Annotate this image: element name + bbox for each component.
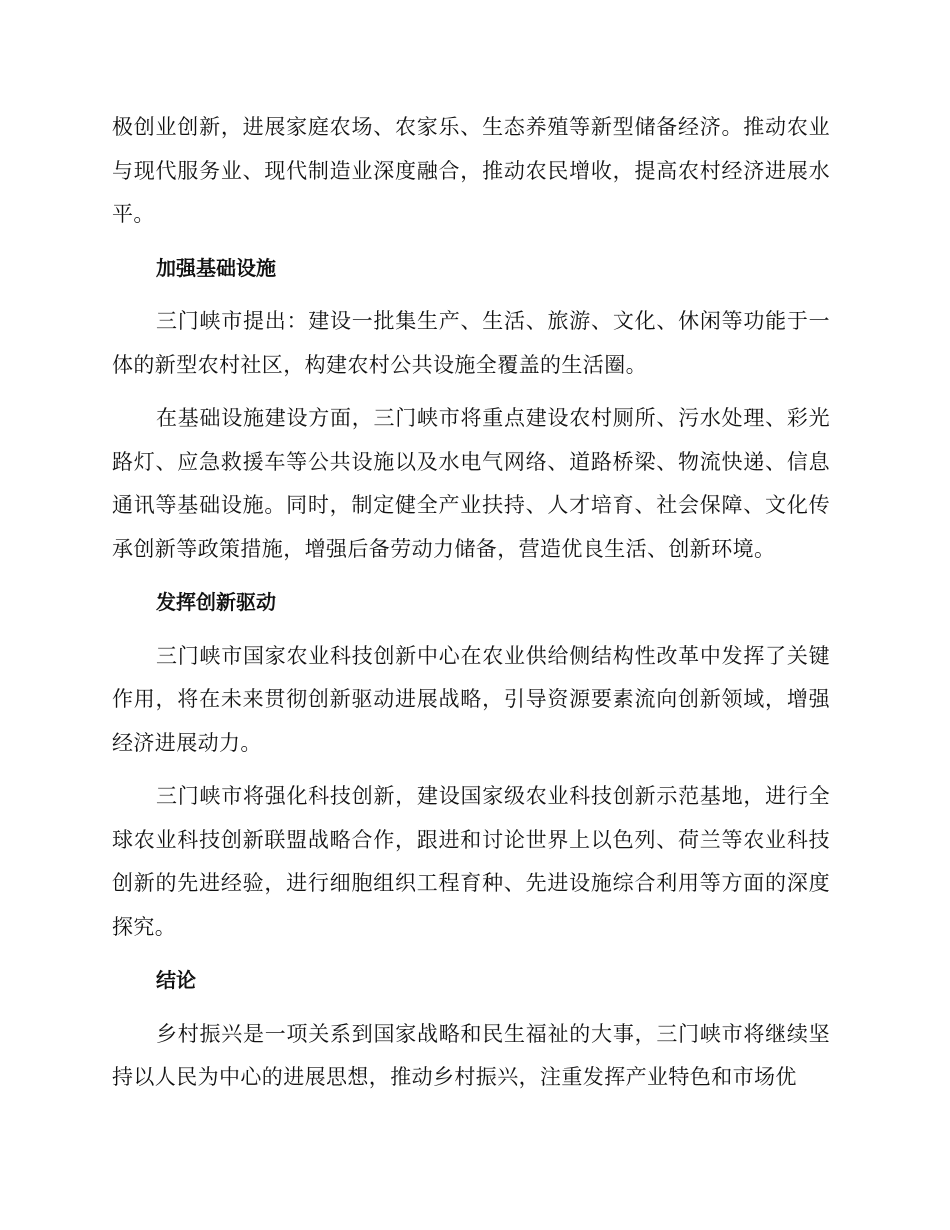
paragraph-continued: 极创业创新，进展家庭农场、农家乐、生态养殖等新型储备经济。推动农业与现代服务业、现代制造业深度融合，推动农民增收，提高农村经济进展水平。: [112, 115, 830, 226]
section-heading-conclusion: 结论: [156, 968, 196, 992]
section-heading-innovation: 发挥创新驱动: [156, 590, 276, 614]
paragraph-conclusion: 乡村振兴是一项关系到国家战略和民生福祉的大事，三门峡市将继续坚持以人民为中心的进展思想，推动乡村振兴，注重发挥产业特色和市场优: [112, 1021, 830, 1089]
paragraph-tech-innovation: 三门峡市将强化科技创新，建设国家级农业科技创新示范基地，进行全球农业科技创新联盟战略合作，跟进和讨论世界上以色列、荷兰等农业科技创新的先进经验，进行细胞组织工程育种、先进设施综合利用等方面的深度探究。: [112, 784, 830, 939]
paragraph-infrastructure: 在基础设施建设方面，三门峡市将重点建设农村厕所、污水处理、彩光路灯、应急救援车等公共设施以及水电气网络、道路桥梁、物流快递、信息通讯等基础设施。同时，制定健全产业扶持、人才培育、社会保障、文化传承创新等政策措施，增强后备劳动力储备，营造优良生活、创新环境。: [112, 406, 830, 561]
document-body: [112, 106, 830, 1100]
paragraph-innovation-center: 三门峡市国家农业科技创新中心在农业供给侧结构性改革中发挥了关键作用，将在未来贯彻创新驱动进展战略，引导资源要素流向创新领域，增强经济进展动力。: [112, 643, 830, 755]
section-heading-infrastructure: 加强基础设施: [156, 255, 276, 280]
paragraph-community: 三门峡市提出：建设一批集生产、生活、旅游、文化、休闲等功能于一体的新型农村社区，构建农村公共设施全覆盖的生活圈。: [112, 309, 830, 377]
